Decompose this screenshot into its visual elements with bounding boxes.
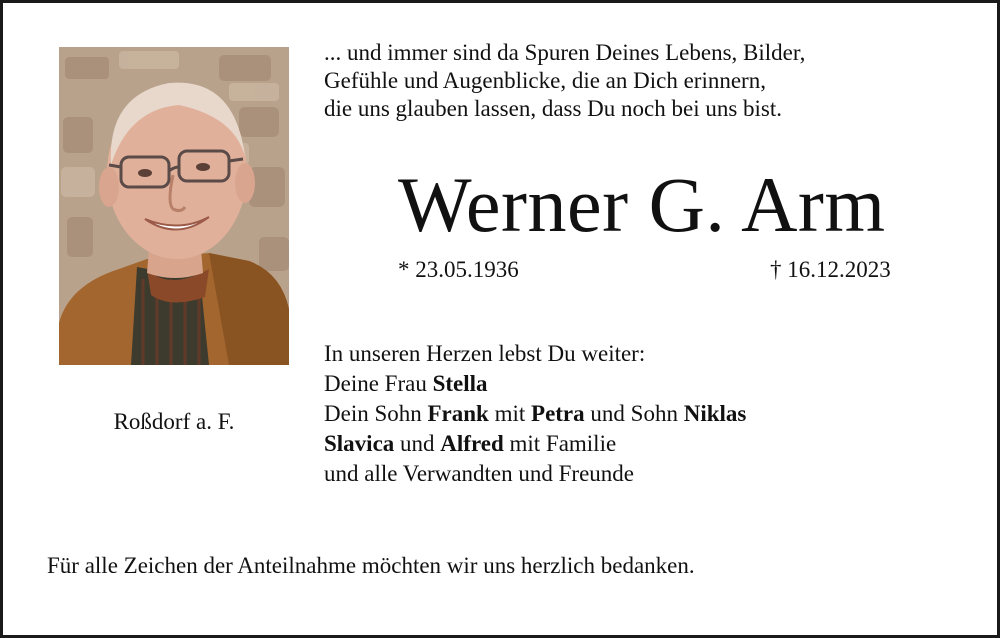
family-line-relatives (324, 429, 746, 459)
family-text: und (394, 431, 441, 456)
thanks-note: Für alle Zeichen der Anteilnahme möchten wir uns herzlich bedanken. (47, 553, 695, 578)
family-line-son (324, 399, 746, 429)
verse-line-3: die uns glauben lassen, dass Du noch bei uns bist. (324, 96, 783, 121)
son-name: Frank (427, 401, 489, 426)
partner-name: Petra (531, 401, 585, 426)
birth-date: * 23.05.1936 (398, 257, 519, 282)
verse-line-1: ... und immer sind da Spuren Deines Lebens, Bilder, (324, 40, 806, 65)
place-of-residence: Roßdorf a. F. (113, 409, 235, 434)
family-intro: In unseren Herzen lebst Du weiter: (324, 341, 646, 366)
family-line-friends: und alle Verwandten und Freunde (324, 461, 634, 486)
family-text: Deine Frau (324, 371, 433, 396)
family-text: mit (488, 401, 532, 426)
family-line-wife (324, 369, 746, 399)
verse-line-2: Gefühle und Augenblicke, die an Dich erinnern, (324, 68, 766, 93)
portrait-photo (59, 47, 289, 365)
relative-name-1: Slavica (324, 431, 395, 456)
relative-name-2: Alfred (440, 431, 504, 456)
family-text: und Sohn (584, 401, 684, 426)
family-text: Dein Sohn (324, 401, 428, 426)
deceased-name: Werner G. Arm (398, 161, 886, 248)
memorial-verse (324, 39, 805, 123)
family-list (324, 339, 746, 489)
grandson-name: Niklas (683, 401, 747, 426)
family-text: mit Familie (503, 431, 617, 456)
death-date: † 16.12.2023 (770, 257, 891, 282)
wife-name: Stella (432, 371, 488, 396)
